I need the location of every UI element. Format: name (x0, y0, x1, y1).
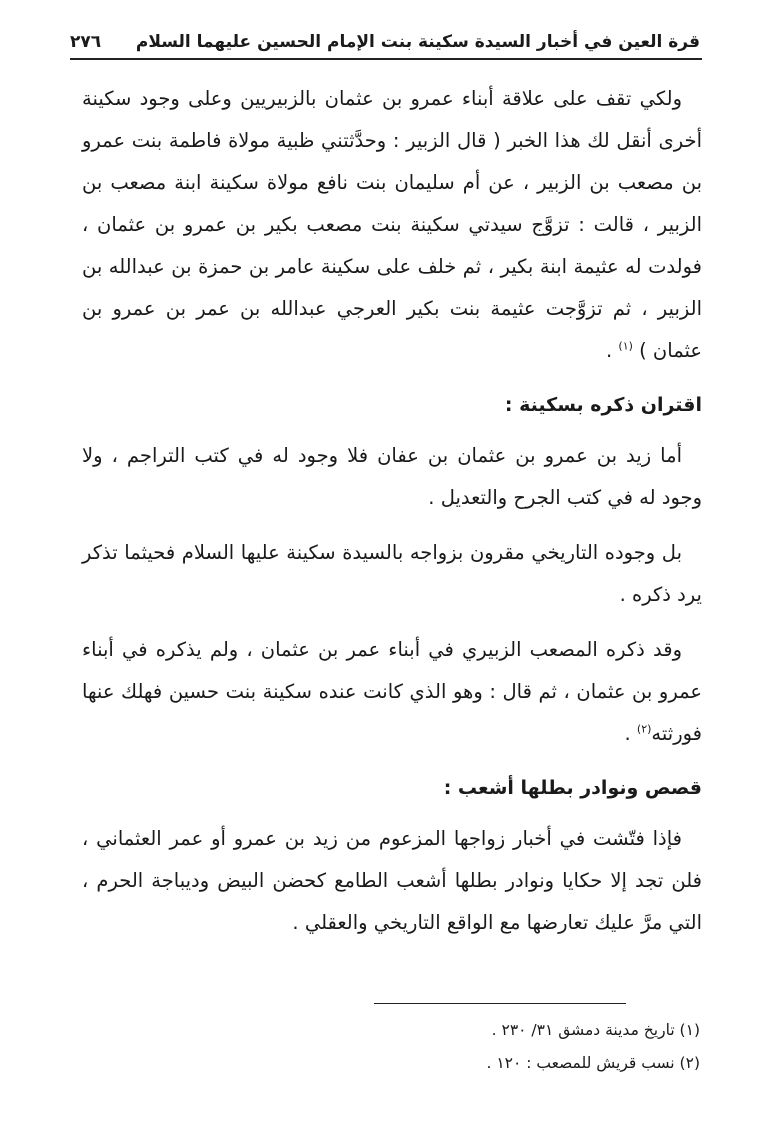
header-divider (70, 58, 702, 60)
footnotes (200, 1014, 700, 1080)
paragraph: فإذا فتّشت في أخبار زواجها المزعوم من زيد بن عمرو أو عمر العثماني ، فلن تجد إلا حكايا ونوادر بطلها أشعب الطامع كحضن البيض وديباجة الحرم ، التي مرَّ عليك تعارضها مع الواقع التاريخي والعقلي . (82, 827, 702, 934)
footnote: (١) تاريخ مدينة دمشق ٣١/ ٢٣٠ . (491, 1021, 700, 1039)
footnote: (٢) نسب قريش للمصعب : ١٢٠ . (486, 1054, 700, 1072)
footnote-ref: (١) (618, 339, 633, 353)
paragraph: أما زيد بن عمرو بن عثمان بن عفان فلا وجود له في كتب التراجم ، ولا وجود له في كتب الجرح والتعديل . (82, 444, 702, 509)
main-text (82, 78, 702, 957)
header-title: قرة العين في أخبار السيدة سكينة بنت الإمام الحسين عليهما السلام (135, 32, 700, 52)
paragraph: بل وجوده التاريخي مقرون بزواجه بالسيدة سكينة عليها السلام فحيثما تذكر يرد ذكره . (82, 541, 702, 606)
paragraph-text: ولكي تقف على علاقة أبناء عمرو بن عثمان بالزبيريين وعلى وجود سكينة أخرى أنقل لك هذا الخبر ( قال الزبير : وحدَّثتني ظبية مولاة فاطمة بنت عمرو بن مصعب بن الزبير ، عن أم سليمان بنت نافع مولاة سكينة ابنة مصعب بن الزبير ، قالت : تزوَّج سيدتي سكينة بنت مصعب بكير بن عمرو بن عثمان ، فولدت له عثيمة ابنة بكير ، ثم خلف على سكينة عامر بن حمزة بن عبدالله بن الزبير ، ثم تزوَّجت عثيمة بنت بكير العرجي عبدالله بن عمر بن عمرو بن عثمان ) (82, 87, 702, 362)
section-heading: قصص ونوادر بطلها أشعب : (443, 777, 702, 799)
paragraph: وقد ذكره المصعب الزبيري في أبناء عمر بن عثمان ، ولم يذكره في أبناء عمرو بن عثمان ، ثم قال : وهو الذي كانت عنده سكينة بنت حسين فهلك عنها فورثته$^{(٢)}$ . (82, 638, 702, 745)
section-heading: اقتران ذكره بسكينة : (504, 394, 702, 416)
page-number: ٢٧٦ (70, 32, 102, 52)
paragraph: ولكي تقف على علاقة أبناء عمرو بن عثمان بالزبيريين وعلى وجود سكينة أخرى أنقل لك هذا الخبر ( قال الزبير : وحدَّثتني ظبية مولاة فاطمة بنت عمرو بن مصعب بن الزبير ، عن أم سليمان بنت نافع مولاة سكينة ابنة مصعب بن الزبير ، قالت : تزوَّج سيدتي سكينة بنت مصعب بكير بن عمرو بن عثمان ، فولدت له عثيمة ابنة بكير ، ثم خلف على سكينة عامر بن حمزة بن عبدالله بن الزبير ، ثم تزوَّجت عثيمة بنت بكير العرجي عبدالله بن عمر بن عمرو بن عثمان ) $^{(١)}$ . (82, 87, 702, 362)
footnote-ref: (٢) (636, 722, 652, 736)
running-header (70, 22, 700, 62)
paragraph-text: وقد ذكره المصعب الزبيري في أبناء عمر بن عثمان ، ولم يذكره في أبناء عمرو بن عثمان ، ثم قال : وهو الذي كانت عنده سكينة بنت حسين فهلك عنها فورثته (82, 638, 702, 745)
footnote-divider (374, 1003, 626, 1004)
